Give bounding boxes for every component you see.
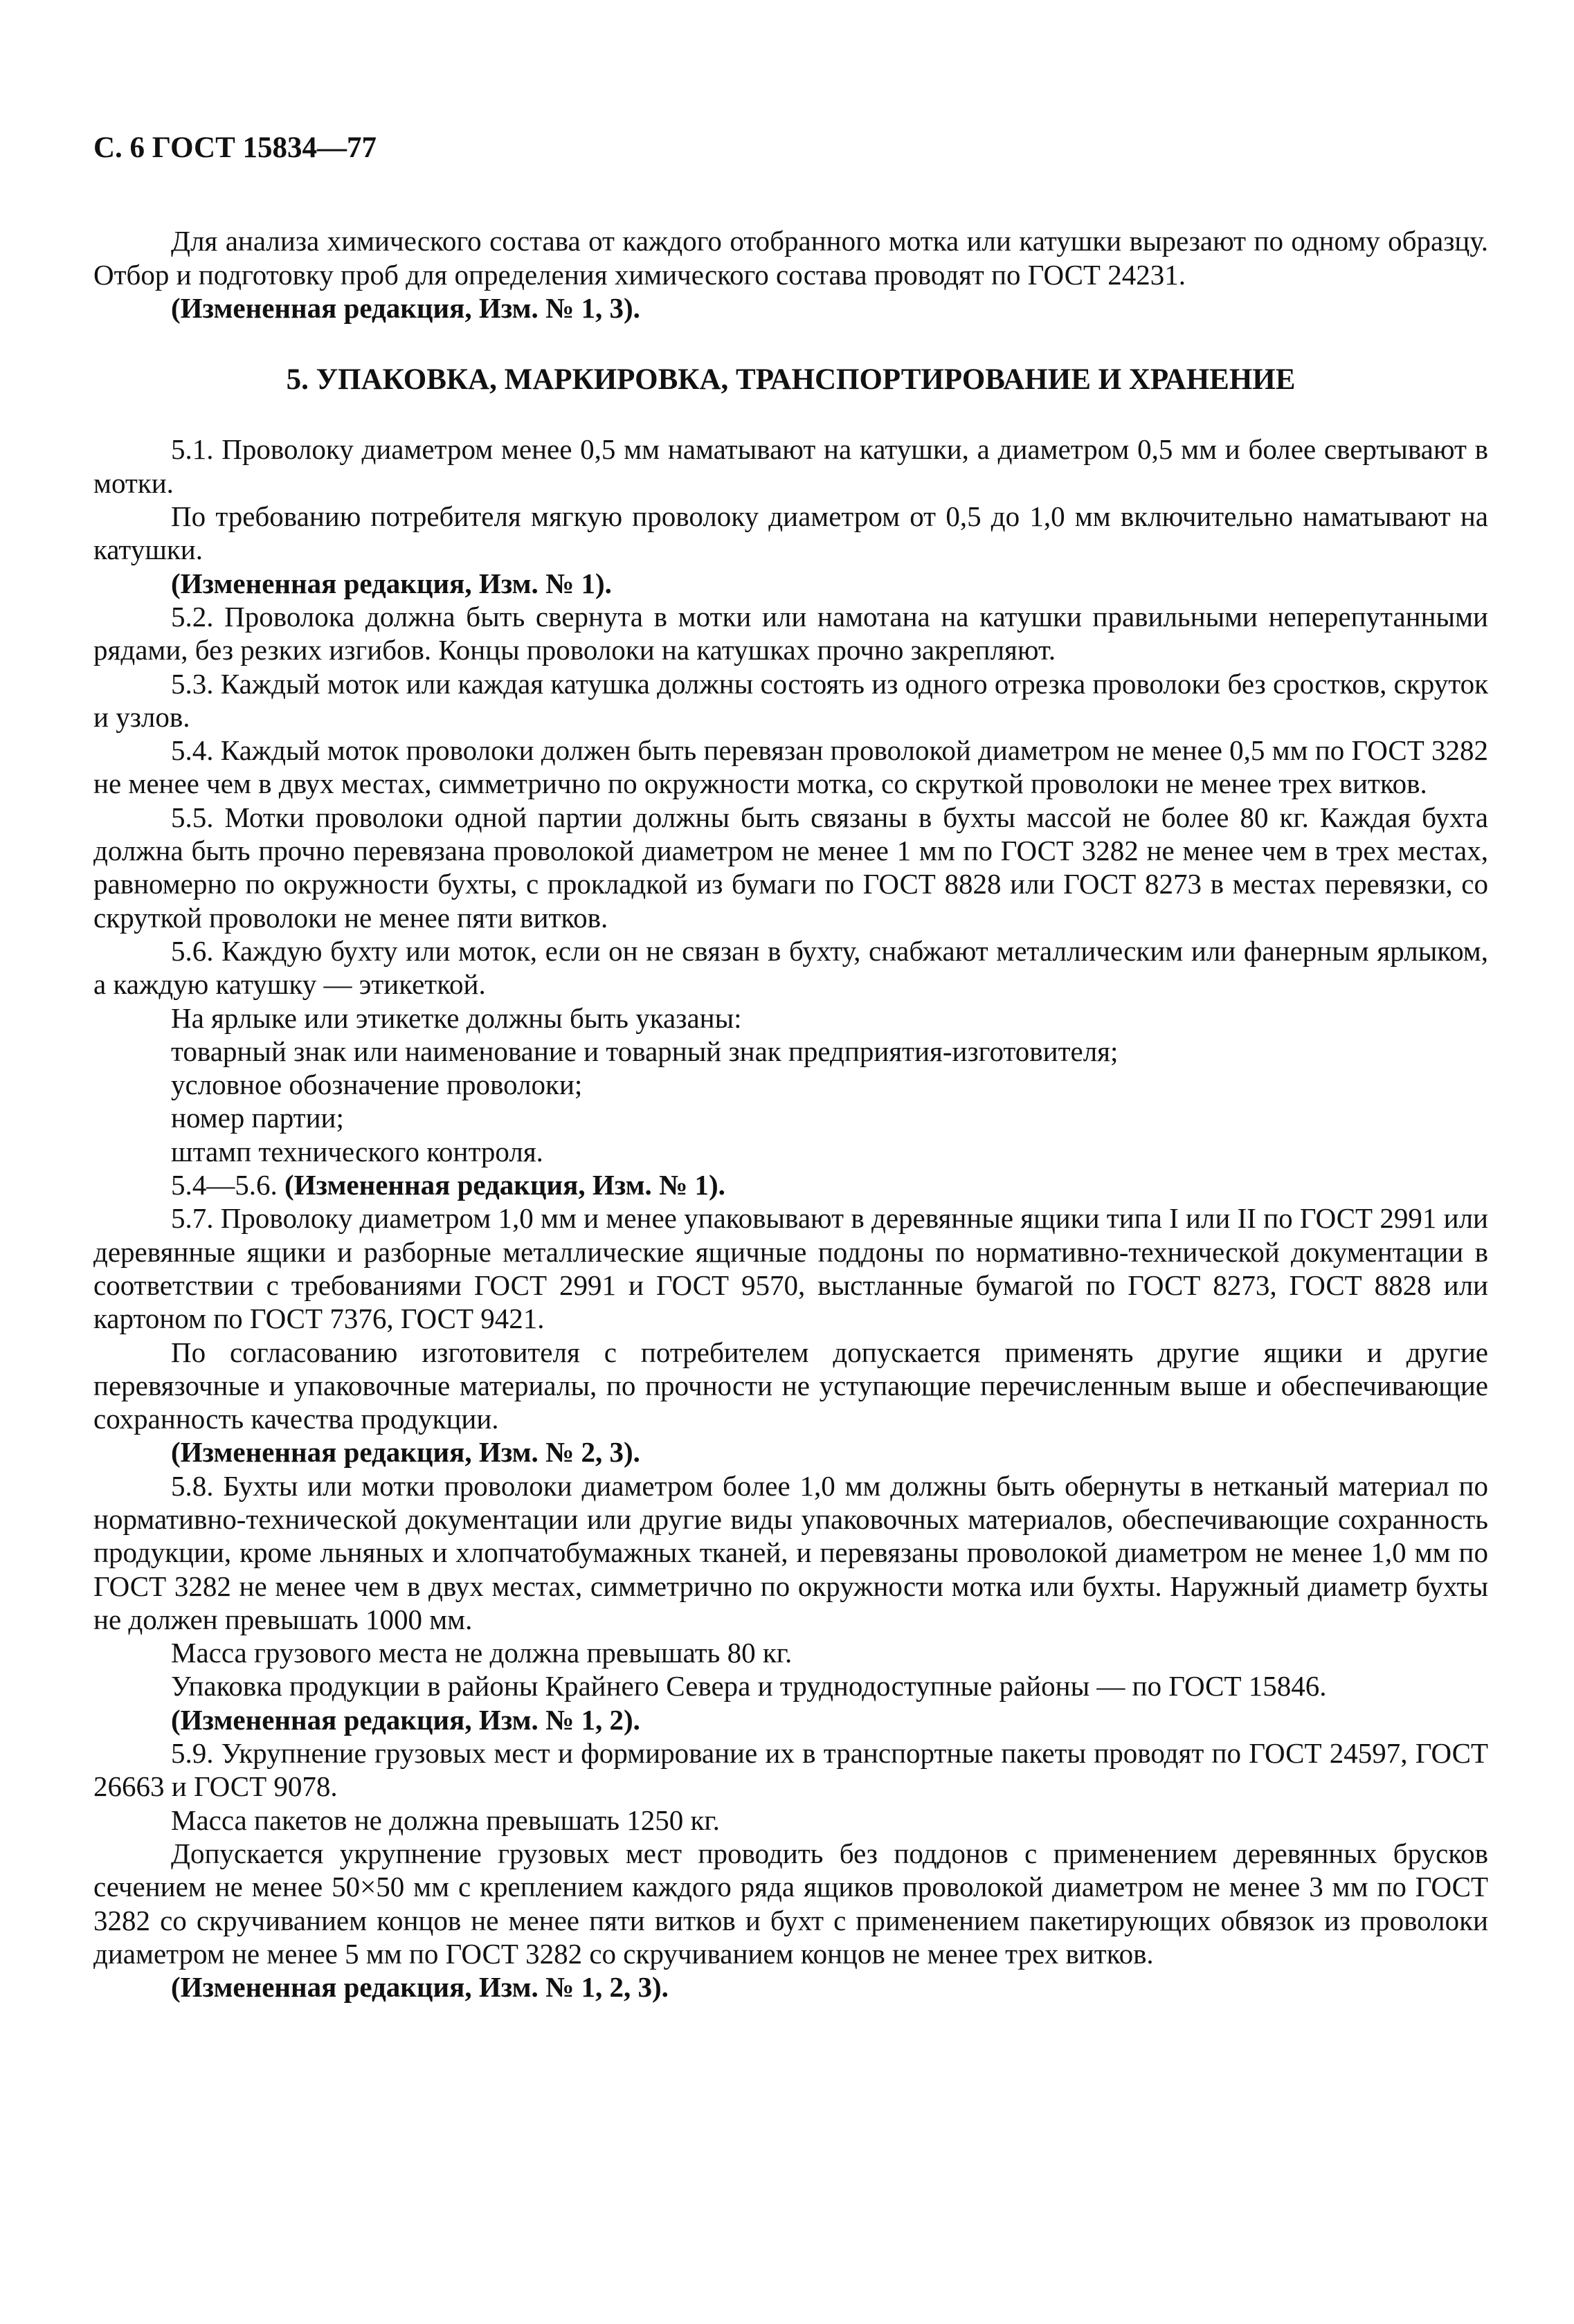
document-page [93, 131, 1488, 2004]
paragraph: Упаковка продукции в районы Крайнего Севера и труднодоступные районы — по ГОСТ 15846. [171, 1670, 1327, 1703]
paragraph: На ярлыке или этикетке должны быть указаны: [171, 1001, 742, 1034]
paragraph: 5.1. Проволоку диаметром менее 0,5 мм наматывают на катушки, а диаметром 0,5 мм и более свертывают в мотки. [93, 433, 1488, 499]
edition-note: (Измененная редакция, Изм. № 1). [171, 567, 612, 599]
paragraph: 5.4. Каждый моток проволоки должен быть перевязан проволокой диаметром не менее 0,5 мм по ГОСТ 3282 не менее чем в двух местах, симметрично по окружности мотка, со скруткой проволоки не менее трех витков. [93, 734, 1488, 800]
clause-range: 5.4—5.6. [171, 1169, 284, 1201]
paragraph: 5.8. Бухты или мотки проволоки диаметром более 1,0 мм должны быть обернуты в нетканый материал по нормативно-технической документации или другие виды упаковочных материалов, обеспечивающие сохранность продукции, кроме льняных и хлопчатобумажных тканей, и перевязаны проволокой диаметром не менее 1,0 мм по ГОСТ 3282 не менее чем в двух местах, симметрично по окружности мотка или бухты. Наружный диаметр бухты не должен превышать 1000 мм. [93, 1469, 1488, 1635]
edition-note: (Измененная редакция, Изм. № 1, 2). [171, 1703, 640, 1736]
paragraph: По согласованию изготовителя с потребителем допускается применять другие ящики и другие перевязочные и упаковочные материалы, по прочности не уступающие перечисленным выше и обеспечивающие сохранность качества продукции. [93, 1336, 1488, 1435]
edition-note-text: (Измененная редакция, Изм. № 1). [284, 1169, 725, 1201]
paragraph: Масса грузового места не должна превышать 80 кг. [171, 1637, 793, 1669]
paragraph: 5.2. Проволока должна быть свернута в мотки или намотана на катушки правильными неперепутанными рядами, без резких изгибов. Концы проволоки на катушках прочно закрепляют. [93, 600, 1488, 666]
section-title: 5. УПАКОВКА, МАРКИРОВКА, ТРАНСПОРТИРОВАНИЕ И ХРАНЕНИЕ [286, 363, 1296, 397]
paragraph: 5.6. Каждую бухту или моток, если он не связан в бухту, снабжают металлическим или фанерным ярлыком, а каждую катушку — этикеткой. [93, 934, 1488, 1001]
paragraph: Допускается укрупнение грузовых мест проводить без поддонов с применением деревянных брусков сечением не менее 50×50 мм с креплением каждого ряда ящиков проволокой диаметром не менее 3 мм по ГОСТ 3282 со скручиванием концов не менее пяти витков и бухт с применением пакетирующих обвязок из проволоки диаметром не менее 5 мм по ГОСТ 3282 со скручиванием концов не менее трех витков. [93, 1837, 1488, 1970]
paragraph: 5.3. Каждый моток или каждая катушка должны состоять из одного отрезка проволоки без сростков, скруток и узлов. [93, 667, 1488, 733]
paragraph: По требованию потребителя мягкую проволоку диаметром от 0,5 до 1,0 мм включительно наматывают на катушки. [93, 500, 1488, 566]
paragraph: товарный знак или наименование и товарный знак предприятия-изготовителя; [171, 1035, 1119, 1067]
edition-note: (Измененная редакция, Изм. № 2, 3). [171, 1436, 640, 1469]
intro-paragraph: Для анализа химического состава от каждого отобранного мотка или катушки вырезают по одному образцу. Отбор и подготовку проб для определения химического состава проводят по ГОСТ 24231. [93, 225, 1488, 291]
paragraph: 5.7. Проволоку диаметром 1,0 мм и менее упаковывают в деревянные ящики типа I или II по ГОСТ 2991 или деревянные ящики и разборные металлические ящичные поддоны по нормативно-технической документации в соответствии с требованиями ГОСТ 2991 и ГОСТ 9570, выстланные бумагой по ГОСТ 8273, ГОСТ 8828 или картоном по ГОСТ 7376, ГОСТ 9421. [93, 1202, 1488, 1335]
edition-note-range [93, 1168, 1488, 1201]
edition-note: (Измененная редакция, Изм. № 1, 2, 3). [171, 1971, 669, 2004]
paragraph: 5.5. Мотки проволоки одной партии должны быть связаны в бухты массой не более 80 кг. Каждая бухта должна быть прочно перевязана проволокой диаметром не менее 1 мм по ГОСТ 3282 не менее чем в трех местах, равномерно по окружности бухты, с прокладкой из бумаги по ГОСТ 8828 или ГОСТ 8273 в местах перевязки, со скруткой проволоки не менее пяти витков. [93, 801, 1488, 934]
paragraph: условное обозначение проволоки; [171, 1069, 583, 1101]
intro-edition-note: (Измененная редакция, Изм. № 1, 3). [171, 291, 640, 324]
section-body [93, 433, 1488, 2004]
paragraph: штамп технического контроля. [171, 1135, 543, 1168]
page-header: С. 6 ГОСТ 15834—77 [93, 131, 377, 164]
paragraph: Масса пакетов не должна превышать 1250 кг. [171, 1804, 720, 1836]
paragraph: номер партии; [171, 1102, 344, 1134]
paragraph: 5.9. Укрупнение грузовых мест и формирование их в транспортные пакеты проводят по ГОСТ 24597, ГОСТ 26663 и ГОСТ 9078. [93, 1737, 1488, 1803]
